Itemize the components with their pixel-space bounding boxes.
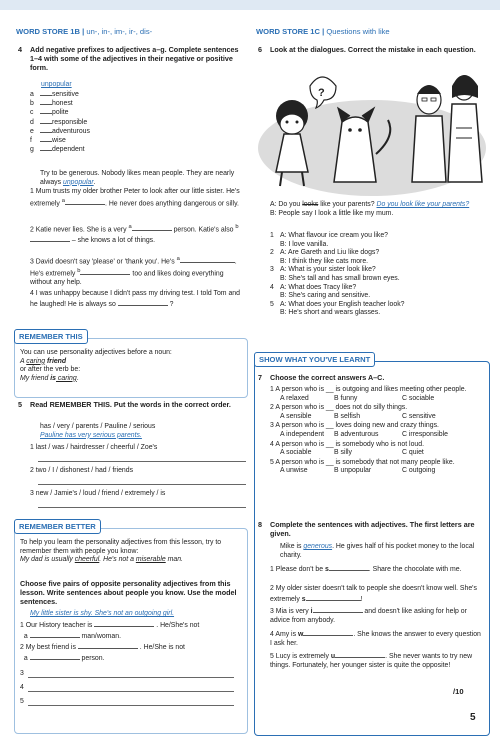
answer-option[interactable]: A relaxed — [280, 394, 309, 402]
answer-option[interactable]: A sociable — [280, 449, 312, 457]
answer-blank[interactable] — [329, 564, 369, 571]
exercise-4-instructions: Add negative prefixes to adjectives a–g. Complete sentences 1–4 with some of the adjectives in their negative or positive form. — [30, 45, 239, 72]
remember-this-text: You can use personality adjectives before a noun: A caring friend or after the verb be: My friend is caring. — [20, 349, 172, 382]
answer-option[interactable]: B adventurous — [334, 430, 379, 438]
exercise-5: 5 Read REMEMBER THIS. Put the words in the correct order. — [18, 400, 231, 409]
answer-option[interactable]: C sociable — [402, 394, 435, 402]
remember-better-line-2: 2 My best friend is . He/She is not a person. — [20, 644, 185, 662]
remember-better-title: REMEMBER BETTER — [14, 519, 101, 534]
exercise-4-item: f wise — [30, 136, 66, 144]
dialogue-5: 5 A: What does your English teacher look? B: He's short and wears glasses. — [270, 300, 405, 317]
answer-option[interactable]: B silly — [334, 449, 352, 457]
dialogue-4: 4 A: What does Tracy like? B: She's caring and sensitive. — [270, 283, 371, 300]
answer-option[interactable]: A independent — [280, 430, 325, 438]
exercise-8-sentence-2: 2 My older sister doesn't talk to people she doesn't know well. She's extremely s ! — [270, 585, 477, 603]
exercise-7-question: 2 A person who is __ does not do silly things. A sensible B selfish C sensitive — [270, 404, 484, 421]
exercise-4-item: a sensitive — [30, 91, 79, 98]
word-store-1c-heading: WORD STORE 1C | Questions with like — [256, 27, 390, 36]
answer-blank[interactable] — [118, 299, 168, 306]
answer-option[interactable]: A sensible — [280, 412, 312, 420]
exercise-6-example: A: Do you looks like your parents? Do you look like your parents? B: People say I look a little like my mum. — [270, 201, 470, 217]
prefix-blank[interactable] — [40, 107, 52, 114]
answer-blank[interactable] — [303, 629, 353, 636]
exercise-8-sentence-3: 3 Mia is very i and doesn't like asking for help or advice from anybody. — [270, 608, 467, 624]
exercise-4-word-list — [30, 89, 150, 153]
exercise-4: 4 Add negative prefixes to adjectives a–g. Complete sentences 1–4 with some of the adjectives in their negative or positive form. — [30, 45, 248, 72]
answer-blank[interactable] — [313, 606, 363, 613]
answer-option[interactable]: B selfish — [334, 412, 361, 420]
answer-line[interactable] — [28, 691, 234, 692]
exercise-5-example: has / very / parents / Pauline / serious Pauline has very serious parents. — [40, 423, 156, 439]
prefix-blank[interactable] — [40, 144, 52, 151]
answer-line[interactable] — [28, 677, 234, 678]
exercise-7: 7 Choose the correct answers A–C. — [258, 373, 385, 382]
exercise-7-question: 5 A person who is __ is somebody that not many people like. A unwise B unpopular C outgoing — [270, 459, 484, 476]
top-bar — [0, 0, 500, 10]
exercise-4-item: e adventurous — [30, 127, 90, 135]
answer-option[interactable]: C irresponsible — [402, 430, 448, 438]
remember-better-num-4: 4 — [20, 684, 24, 691]
answer-blank[interactable] — [30, 653, 80, 660]
prefix-blank[interactable] — [40, 89, 52, 96]
answer-line[interactable] — [38, 484, 246, 485]
prefix-blank[interactable] — [40, 126, 52, 133]
exercise-4-item: c polite — [30, 109, 69, 117]
prefix-blank[interactable] — [40, 98, 52, 105]
answer-blank[interactable] — [306, 594, 361, 601]
answer-blank[interactable] — [78, 642, 138, 649]
prefix-blank[interactable] — [40, 135, 52, 142]
remember-this-title: REMEMBER THIS — [14, 329, 88, 344]
exercise-4-sentence-4: 4 I was unhappy because I didn't pass my driving test. I told Tom and he laughed! He is always so ? — [30, 290, 240, 308]
answer-line[interactable] — [38, 507, 246, 508]
page-number: 5 — [470, 712, 476, 723]
exercise-8-score: /10 — [453, 687, 464, 696]
answer-line[interactable] — [28, 705, 234, 706]
exercise-4-sentence-1: 1 Mum trusts my older brother Peter to look after our little sister. He's extremely $^a$ . He never does anything dangerous or silly. — [30, 188, 240, 207]
answer-option[interactable]: C quiet — [402, 449, 424, 457]
exercise-4-example: unpopular — [41, 81, 72, 88]
remember-better-model: My little sister is shy. She's not an outgoing girl. — [30, 610, 175, 617]
exercise-6-dialogues — [270, 232, 488, 318]
exercise-7-question: 4 A person who is __ is somebody who is not loud. A sociable B silly C quiet — [270, 441, 484, 458]
prefix-blank[interactable] — [40, 117, 52, 124]
speech-bubble-question-mark: ? — [318, 87, 325, 99]
remember-better-text: To help you learn the personality adjectives from this lesson, try to remember them with people you know: My dad is usually cheerful. He's not a miserable man. — [20, 539, 222, 564]
exercise-7-questions — [270, 386, 484, 477]
dialogue-2: 2 A: Are Gareth and Liu like dogs? B: I think they like cats more. — [270, 249, 380, 265]
answer-option[interactable]: A unwise — [280, 467, 308, 475]
exercise-5-item-2: 2 two / I / dishonest / had / friends — [30, 467, 134, 474]
exercise-8-sentence-5: 5 Lucy is extremely u . She never wants to try new things. Fortunately, her younger sister is quite the opposite! — [270, 653, 473, 669]
word-store-1b-heading: WORD STORE 1B | un-, in-, im-, ir-, dis- — [16, 27, 153, 36]
answer-option[interactable]: B unpopular — [334, 467, 372, 475]
exercise-7-question: 1 A person who is __ is outgoing and likes meeting other people. A relaxed B funny C sociable — [270, 386, 467, 402]
exercise-5-item-3: 3 new / Jamie's / loud / friend / extremely / is — [30, 490, 166, 497]
answer-blank[interactable] — [335, 651, 385, 658]
exercise-8-example: Mike is generous. He gives half of his pocket money to the local charity. — [280, 543, 475, 559]
exercise-8: 8 Complete the sentences with adjectives. The first letters are given. — [258, 520, 475, 538]
show-what-you-learnt-title: SHOW WHAT YOU'VE LEARNT — [254, 352, 375, 367]
answer-blank[interactable] — [30, 631, 80, 638]
remember-better-num-3: 3 — [20, 670, 24, 677]
exercise-8-sentence-1: 1 Please don't be s . Share the chocolate with me. — [270, 566, 462, 573]
exercise-4-item: g dependent — [30, 146, 85, 154]
answer-option[interactable]: C sensitive — [402, 412, 436, 420]
dialogue-3: 3 A: What is your sister look like? B: She's tall and has small brown eyes. — [270, 266, 400, 282]
exercise-4-intro: Try to be generous. Nobody likes mean people. They are nearly always unpopular. — [40, 170, 235, 186]
family-cartoon-illustration — [256, 64, 488, 196]
dialogue-1: 1 A: What flavour ice cream you like? B: I love vanilla. — [270, 232, 388, 248]
exercise-4-sentence-2: 2 Katie never lies. She is a very $^a$ person. Katie's also $^b$ – she knows a lot of things. — [30, 224, 239, 244]
exercise-4-item: b honest — [30, 100, 73, 108]
exercise-6: 6 Look at the dialogues. Correct the mistake in each question. — [258, 45, 476, 54]
exercise-7-question: 3 A person who is __ loves doing new and crazy things. A independent B adventurous C irresponsible — [270, 422, 484, 439]
answer-blank[interactable] — [65, 198, 105, 205]
remember-better-line-1: 1 Our History teacher is . He/She's not a man/woman. — [20, 622, 200, 640]
answer-blank[interactable] — [30, 235, 70, 242]
answer-blank[interactable] — [180, 256, 235, 263]
exercise-4-sentence-3: 3 David doesn't say 'please' or 'thank you'. He's $^a$ . He's extremely $^b$ too and likes doing everything without any help. — [30, 256, 237, 286]
answer-line[interactable] — [38, 461, 246, 462]
answer-option[interactable]: B funny — [334, 394, 358, 402]
remember-better-num-5: 5 — [20, 698, 24, 705]
answer-blank[interactable] — [132, 224, 172, 231]
exercise-5-item-1: 1 last / was / hairdresser / cheerful / Zoe's — [30, 444, 158, 451]
remember-better-task: Choose five pairs of opposite personality adjectives from this lesson. Write sentences about people you know. Use the model sentences. — [20, 579, 237, 606]
answer-blank[interactable] — [94, 620, 154, 627]
exercise-8-sentence-4: 4 Amy is w . She knows the answer to every question I ask her. — [270, 631, 481, 647]
exercise-4-item: d responsible — [30, 118, 88, 126]
answer-blank[interactable] — [80, 268, 130, 275]
answer-option[interactable]: C outgoing — [402, 467, 436, 475]
